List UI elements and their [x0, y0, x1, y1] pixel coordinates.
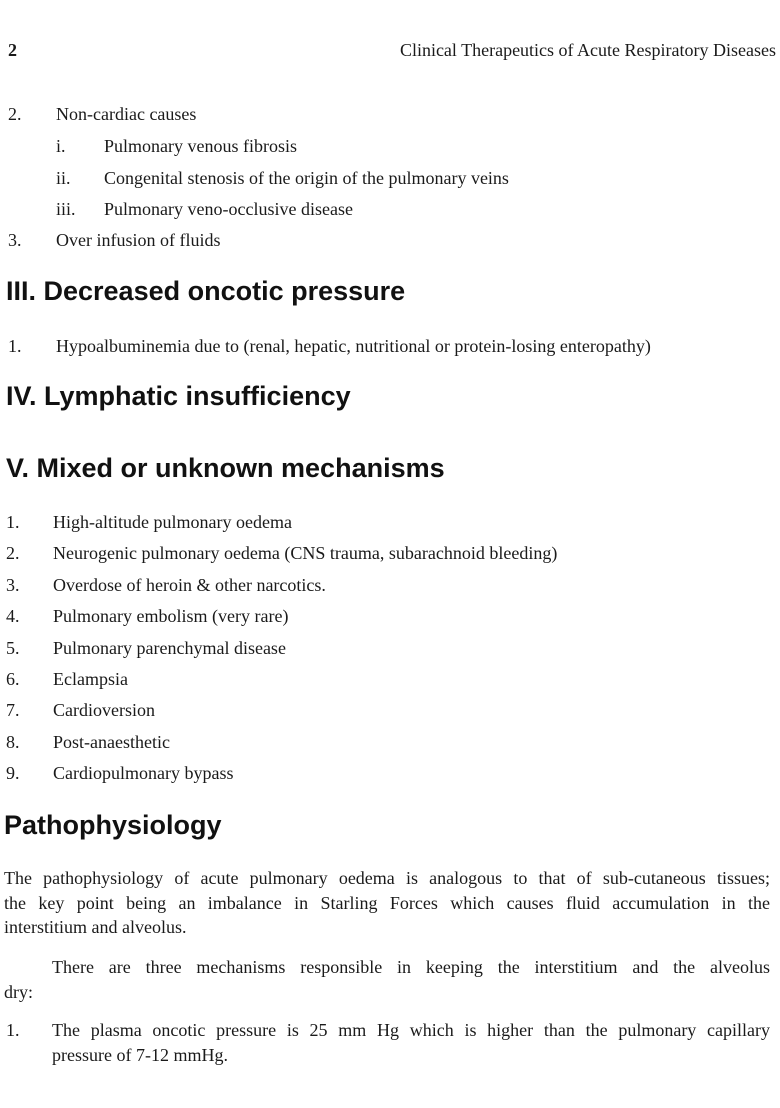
list-item-line: The plasma oncotic pressure is 25 mm Hg which is higher than the pulmonary capillary — [52, 1020, 770, 1040]
page-number: 2 — [8, 40, 17, 60]
list-number: 7. — [6, 700, 20, 721]
list-number: 5. — [6, 637, 20, 658]
section-heading: V. Mixed or unknown mechanisms — [6, 453, 445, 483]
list-item: Non-cardiac causes — [56, 104, 197, 124]
list-item: Overdose of heroin & other narcotics. — [53, 574, 326, 595]
list-number: 2. — [6, 543, 20, 564]
section-heading: III. Decreased oncotic pressure — [6, 276, 406, 306]
list-item-line: pressure of 7-12 mmHg. — [52, 1045, 228, 1065]
list-item: High-altitude pulmonary oedema — [53, 512, 292, 532]
paragraph-line: dry: — [4, 982, 33, 1002]
list-number: 9. — [6, 763, 20, 784]
section-heading: IV. Lymphatic insufficiency — [6, 381, 351, 411]
list-number: 3. — [6, 574, 20, 595]
list-number: ii. — [56, 168, 71, 188]
list-number: 4. — [6, 606, 20, 627]
list-number: 8. — [6, 731, 20, 752]
paragraph-line: the key point being an imbalance in Starling Forces which causes fluid accumulation in the — [4, 893, 770, 913]
list-item: Neurogenic pulmonary oedema (CNS trauma, subarachnoid bleeding) — [53, 543, 558, 564]
list-item: Pulmonary veno-occlusive disease — [104, 199, 353, 219]
list-item: Pulmonary embolism (very rare) — [53, 606, 289, 627]
list-number: 1. — [6, 1020, 20, 1040]
list-item: Eclampsia — [53, 669, 128, 689]
list-number: 2. — [8, 104, 22, 124]
section-heading: Pathophysiology — [4, 810, 222, 840]
paragraph-line: There are three mechanisms responsible in keeping the interstitium and the alveolus — [52, 957, 770, 977]
list-item: Cardioversion — [53, 700, 155, 721]
list-number: 3. — [8, 230, 22, 250]
paragraph-line: The pathophysiology of acute pulmonary oedema is analogous to that of sub-cutaneous tissues; — [4, 868, 770, 888]
list-item: Over infusion of fluids — [56, 230, 221, 250]
list-item: Cardiopulmonary bypass — [53, 763, 234, 784]
list-number: 1. — [8, 336, 22, 356]
running-title: Clinical Therapeutics of Acute Respiratory Diseases — [399, 40, 776, 60]
list-number: 6. — [6, 669, 20, 689]
list-item: Hypoalbuminemia due to (renal, hepatic, nutritional or protein-losing enteropathy) — [56, 336, 651, 356]
list-number: 1. — [6, 512, 20, 532]
list-item: Post-anaesthetic — [53, 731, 170, 752]
list-item: Pulmonary parenchymal disease — [53, 637, 286, 658]
list-item: Pulmonary venous fibrosis — [104, 136, 297, 156]
list-item: Congenital stenosis of the origin of the pulmonary veins — [104, 168, 509, 188]
list-number: iii. — [56, 199, 76, 219]
list-number: i. — [56, 136, 66, 156]
paragraph-line: interstitium and alveolus. — [4, 917, 187, 937]
